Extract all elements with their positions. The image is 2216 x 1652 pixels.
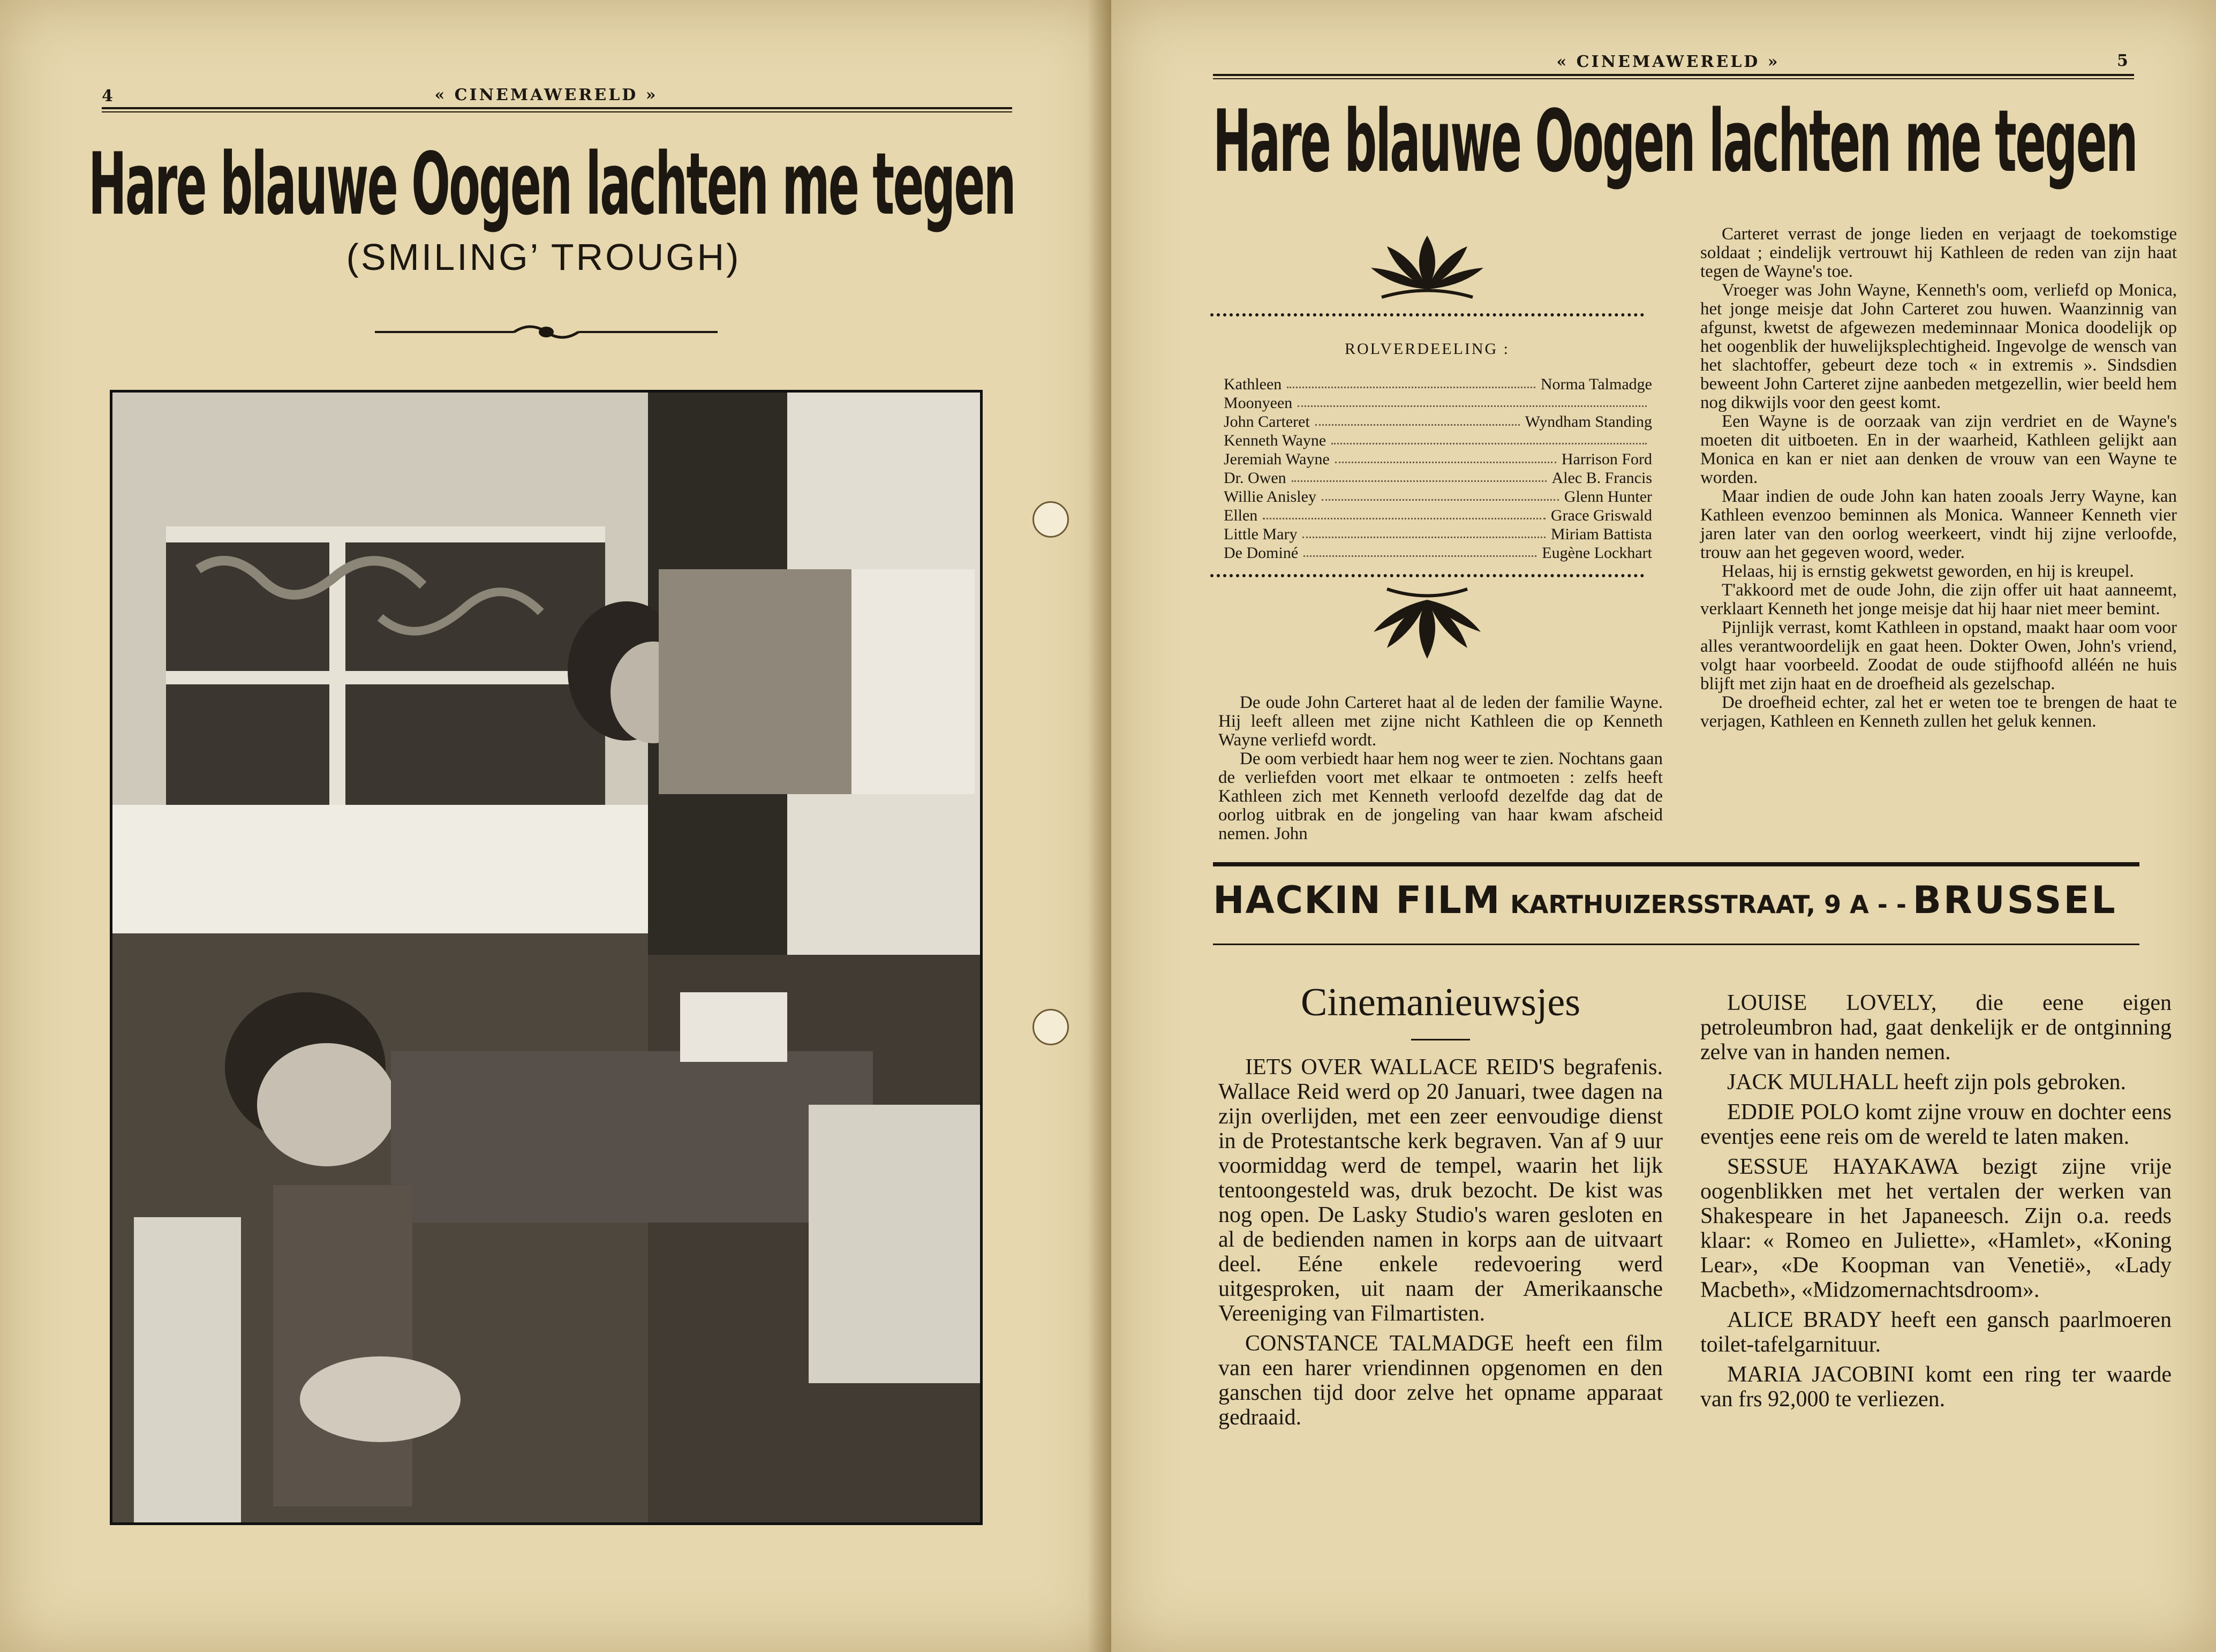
cast-row — [1224, 412, 1652, 431]
news-item — [1700, 1308, 2172, 1357]
cast-leader-dots — [1331, 431, 1647, 444]
news-item — [1700, 1070, 2172, 1095]
news-column-right — [1700, 991, 2172, 1417]
cast-role: Kathleen — [1224, 375, 1282, 393]
cast-actor: Glenn Hunter — [1564, 488, 1652, 506]
cast-role: Dr. Owen — [1224, 469, 1286, 487]
cast-actor: Miriam Battista — [1550, 525, 1652, 543]
dotted-divider-top — [1210, 313, 1644, 316]
cast-leader-dots — [1303, 544, 1536, 557]
story-paragraph: De oude John Carteret haat al de leden der familie Wayne. Hij leeft alleen met zijne nicht Kathleen die op Kenneth Wayne verliefd wordt. — [1218, 693, 1663, 750]
cast-title: ROLVERDEELING : — [1344, 340, 1510, 358]
running-head-left: « CINEMAWERELD » — [434, 86, 658, 104]
story-paragraph: Een Wayne is de oorzaak van zijn verdriet en de Wayne's moeten dit uitboeten. En in der waarheid, Kathleen gelijkt aan Monica en kan er niet aan denken de vrouw van een Wayne te worden. — [1700, 412, 2177, 487]
news-item — [1700, 991, 2172, 1065]
cast-actor: Eugène Lockhart — [1542, 544, 1652, 562]
news-column-left — [1218, 1055, 1663, 1435]
news-item — [1700, 1362, 2172, 1412]
cast-role: John Carteret — [1224, 413, 1310, 431]
cast-row — [1224, 431, 1652, 450]
news-lead: ALICE BRADY — [1727, 1308, 1881, 1332]
lotus-ornament-bottom-icon — [1366, 584, 1489, 664]
cast-row — [1224, 487, 1652, 506]
news-item — [1700, 1100, 2172, 1149]
news-title-rule — [1411, 1039, 1470, 1040]
cast-row — [1224, 394, 1652, 412]
page-number-right: 5 — [2117, 51, 2128, 70]
news-lead: JACK MULHALL — [1727, 1070, 1898, 1095]
cast-actor: Harrison Ford — [1561, 450, 1652, 468]
story-paragraph: De droefheid echter, zal het er weten toe te brengen de haat te verjagen, Kathleen en Kenneth zullen het geluk kennen. — [1700, 693, 2177, 731]
subtitle: (SMILING’ TROUGH) — [346, 236, 741, 278]
cast-actor: Wyndham Standing — [1525, 413, 1652, 431]
story-paragraph: Vroeger was John Wayne, Kenneth's oom, verliefd op Monica, het jonge meisje dat John Carteret zou huwen. Waanzinnig van afgunst, kwetst de afgewezen medeminnaar Monica doodelijk op het oogenblik der huwelijksplechtigheid. Ingevolge de wensch van het slachtoffer, gebeurt deze toch « in extremis ». Sindsdien beweent John Carteret zijne aanbeden metgezellin, wier beeld hem nog dikwijls voor den geest komt. — [1700, 281, 2177, 412]
cast-role: Kenneth Wayne — [1224, 432, 1326, 449]
story-paragraph: Helaas, hij is ernstig gekwetst geworden, en hij is kreupel. — [1722, 562, 2134, 581]
cast-row — [1224, 469, 1652, 487]
punch-hole-upper — [1032, 501, 1069, 538]
news-body: komt een ring ter waarde van frs 92,000 te verliezen. — [1700, 1362, 2172, 1412]
news-body: heeft zijn pols gebroken. — [1898, 1070, 2126, 1095]
headline-right: Hare blauwe Oogen lachten me tegen — [1213, 91, 2137, 191]
ad-rule-bottom — [1213, 944, 2139, 945]
running-head-right: « CINEMAWERELD » — [1556, 52, 1780, 71]
cast-leader-dots — [1298, 394, 1647, 407]
punch-hole-lower — [1032, 1009, 1069, 1045]
news-body: bezigt zijne vrije oogenblikken met het vertalen der werken van Shakespeare in het Japaneesch. Zijn o.a. reeds klaar: « Romeo en Juliette», «Hamlet», «Koning Lear», «De Koopman van Venetië», «Lady Macbeth», «Midzomernachtsdroom». — [1700, 1155, 2172, 1302]
cast-actor: Alec B. Francis — [1551, 469, 1652, 487]
ornament-divider-icon — [375, 316, 718, 348]
news-lead: EDDIE POLO — [1727, 1100, 1859, 1125]
ad-rule-top — [1213, 862, 2139, 866]
cast-actor: Norma Talmadge — [1540, 375, 1652, 393]
headline-left: Hare blauwe Oogen lachten me tegen — [88, 134, 1015, 234]
dotted-divider-bottom — [1210, 574, 1644, 577]
news-lead: CONSTANCE TALMADGE — [1245, 1331, 1514, 1356]
story-paragraph: Maar indien de oude John kan haten zooals Jerry Wayne, kan Kathleen evenzoo beminnen als Monica. Wanneer Kenneth vier jaren later van den oorlog weerkeert, vindt hij zijne verloofde, trouw aan het gegeven woord, weder. — [1700, 487, 2177, 562]
cast-row — [1224, 450, 1652, 469]
news-item — [1218, 1055, 1663, 1326]
cast-role: Ellen — [1224, 507, 1258, 524]
right-page — [1111, 0, 2216, 1652]
news-title: Cinemanieuwsjes — [1300, 980, 1580, 1024]
cast-role: Jeremiah Wayne — [1224, 450, 1330, 468]
news-lead: IETS OVER WALLACE REID'S — [1245, 1055, 1555, 1080]
news-lead: LOUISE LOVELY, — [1727, 991, 1937, 1015]
story-column-right — [1700, 225, 2177, 731]
cast-role: Little Mary — [1224, 525, 1298, 543]
ad-address: KARTHUIZERSSTRAAT, 9 A - - — [1510, 890, 1906, 919]
cast-row — [1224, 544, 1652, 562]
cast-row — [1224, 375, 1652, 394]
news-item — [1700, 1155, 2172, 1302]
cast-role: Moonyeen — [1224, 394, 1293, 412]
cast-leader-dots — [1263, 506, 1546, 519]
ad-city: BRUSSEL — [1912, 878, 2117, 922]
news-lead: SESSUE HAYAKAWA — [1727, 1155, 1958, 1179]
news-body: begrafenis. Wallace Reid werd op 20 Januari, twee dagen na zijn overlijden, met een zeer eenvoudige dienst in de Protestantsche kerk begraven. Van af 9 uur voormiddag werd de tempel, waarin het lijk tentoongesteld was, druk bezocht. De kist was nog open. De Lasky Studio's waren gesloten en al de bedienden namen in korps aan de uitvaart deel. Eéne enkele redevoering werd uitgesproken, uit naam der Amerikaansche Vereeniging van Filmartisten. — [1218, 1055, 1663, 1326]
header-rule-left — [102, 107, 1012, 109]
ad-company: HACKIN FILM — [1213, 878, 1501, 922]
news-body: die eene eigen petroleumbron had, gaat denkelijk er de ontginning zelve van in handen nemen. — [1700, 991, 2172, 1065]
story-paragraph: Pijnlijk verrast, komt Kathleen in opstand, maakt haar oom voor alles verantwoordelijk en gaat heen. Dokter Owen, John's vriend, volgt haar voorbeeld. Zoodat de oude stijfhoofd alléén ne huis blijft met zijn haat en de droefheid als gezelschap. — [1700, 618, 2177, 693]
story-paragraph: De oom verbiedt haar hem nog weer te zien. Nochtans gaan de verliefden voort met elkaar te ontmoeten : zelfs heeft Kathleen zich met Kenneth verloofd dezelfde dag dat de oorlog uitbrak en de jongeling van haar kwam afscheid nemen. John — [1218, 749, 1663, 843]
cast-leader-dots — [1315, 412, 1520, 426]
cast-row — [1224, 506, 1652, 525]
cast-list — [1224, 375, 1652, 562]
news-item — [1218, 1331, 1663, 1430]
news-body: heeft een film van een harer vriendinnen opgenomen en den ganschen tijd door zelve het opname apparaat gedraaid. — [1218, 1331, 1663, 1430]
lotus-ornament-top-icon — [1360, 225, 1494, 305]
header-rule-left-thin — [102, 111, 1012, 112]
story-paragraph: T'akkoord met de oude John, die zijn offer uit haat aanneemt, verklaart Kenneth het jonge meisje dat hij haar niet meer bemint. — [1700, 580, 2177, 618]
news-lead: MARIA JACOBINI — [1727, 1362, 1914, 1387]
cast-actor: Grace Griswald — [1550, 507, 1652, 524]
cast-role: Willie Anisley — [1224, 488, 1316, 506]
header-rule-right-thin — [1213, 78, 2134, 79]
cast-leader-dots — [1335, 450, 1556, 463]
cast-leader-dots — [1287, 375, 1535, 388]
film-still-image — [112, 393, 980, 1522]
cast-role: De Dominé — [1224, 544, 1299, 562]
cast-leader-dots — [1302, 525, 1545, 538]
ad-banner — [1213, 878, 2139, 922]
news-body: heeft een gansch paarlmoeren toilet-tafelgarnituur. — [1700, 1308, 2172, 1357]
cast-row — [1224, 525, 1652, 544]
cast-leader-dots — [1322, 487, 1559, 501]
cast-leader-dots — [1292, 469, 1547, 482]
header-rule-right — [1213, 74, 2134, 76]
film-still-photo — [110, 390, 983, 1525]
story-paragraph: Carteret verrast de jonge lieden en verjaagt de toekomstige soldaat ; eindelijk vertrouwt hij Kathleen de reden van zijn haat tegen de Wayne's toe. — [1700, 224, 2177, 281]
page-number-left: 4 — [102, 87, 113, 105]
news-body: komt zijne vrouw en dochter eens eventjes eene reis om de wereld te laten maken. — [1700, 1100, 2172, 1149]
story-column-left — [1218, 693, 1663, 843]
